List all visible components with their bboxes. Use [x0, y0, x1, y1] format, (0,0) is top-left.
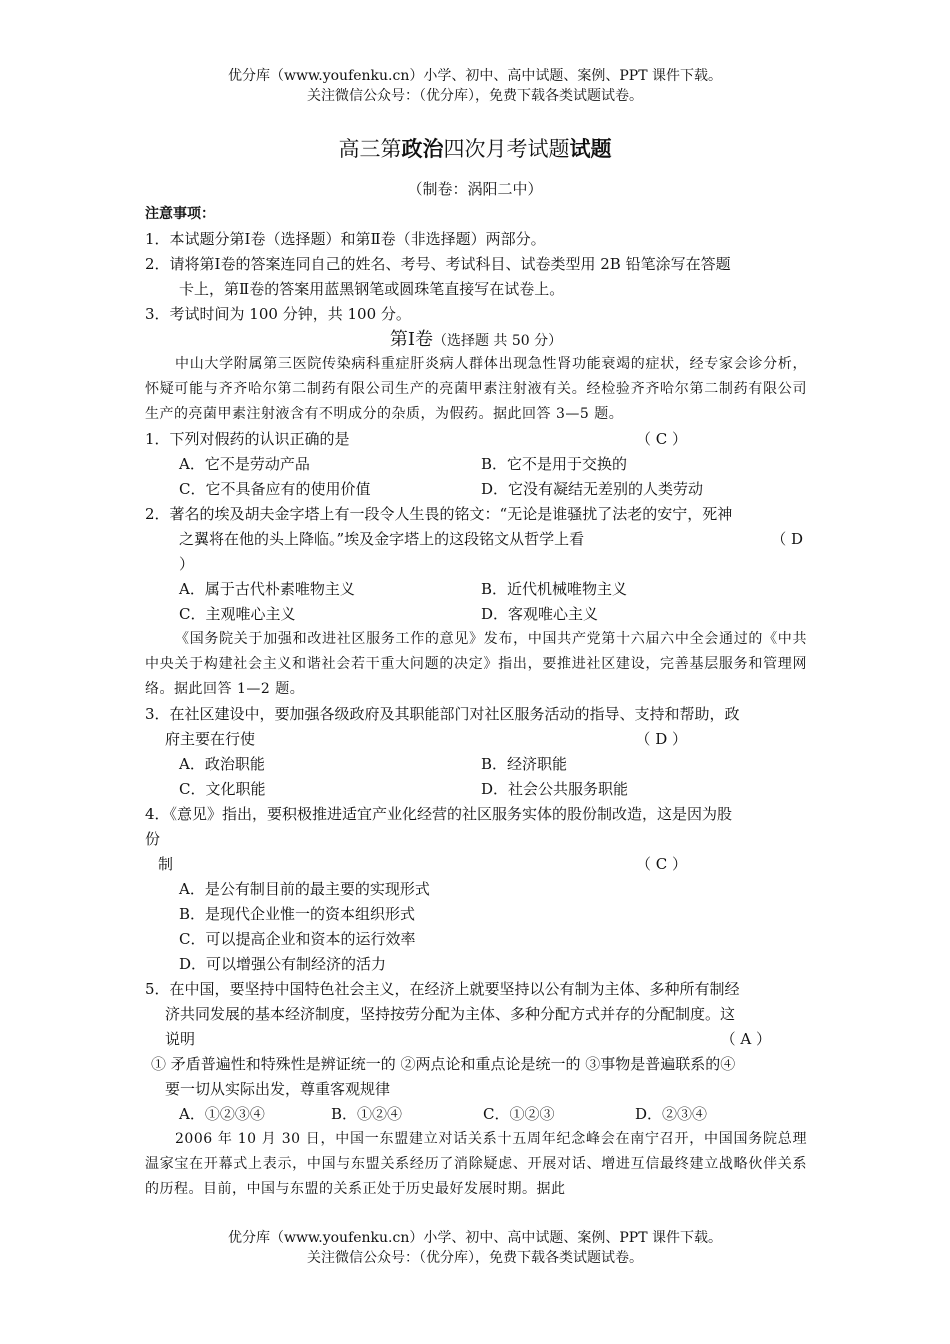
q4-option-c: C．可以提高企业和资本的运行效率: [179, 930, 416, 948]
q1-option-b: B．它不是用于交换的: [481, 455, 628, 473]
question-4-stem-2: 份: [145, 830, 161, 848]
q3-option-c: C．文化职能: [179, 780, 266, 798]
passage-1: 中山大学附属第三医院传染病科重症肝炎病人群体出现急性肾功能衰竭的症状，经专家会诊分析，怀疑可能与齐齐哈尔第二制药有限公司生产的亮菌甲素注射液有关。经检验齐齐哈尔第二制药有限公司生产的亮菌甲素注射液含有不明成分的杂质，为假药。据此回答 3—5 题。: [145, 356, 807, 422]
title-part-2: 政治: [401, 136, 444, 161]
notice-item-2a: 2．请将第Ⅰ卷的答案连同自己的姓名、考号、考试科目、试卷类型用 2B 铅笔涂写在答题: [145, 255, 731, 273]
question-5-stem-1: 5．在中国，要坚持中国特色社会主义，在经济上就要坚持以公有制为主体、多种所有制经: [145, 980, 740, 998]
passage-2: 《国务院关于加强和改进社区服务工作的意见》发布，中国共产党第十六届六中全会通过的《中共中央关于构建社会主义和谐社会若干重大问题的决定》指出，要推进社区建设，完善基层服务和管理网络。据此回答 1—2 题。: [145, 631, 807, 697]
q2-option-c: C．主观唯心主义: [179, 605, 296, 623]
question-4-stem-3: [145, 852, 807, 877]
header-line-2: 关注微信公众号：（优分库），免费下载各类试题试卷。: [307, 88, 643, 104]
question-2-stem-2: [145, 527, 807, 552]
q1-option-d: D．它没有凝结无差别的人类劳动: [481, 480, 704, 498]
q4-option-b: B．是现代企业惟一的资本组织形式: [179, 905, 416, 923]
header-line-1: 优分库（www.youfenku.cn）小学、初中、高中试题、案例、PPT 课件下载。: [227, 68, 722, 84]
footer-line-2: 关注微信公众号：（优分库），免费下载各类试题试卷。: [307, 1250, 643, 1266]
question-2-stem-1: 2．著名的埃及胡夫金字塔上有一段令人生畏的铭文：“无论是谁骚扰了法老的安宁，死神: [145, 505, 733, 523]
page-footer: [0, 1228, 950, 1268]
q3-option-a: A．政治职能: [179, 755, 265, 773]
q5-items-2: 要一切从实际出发，尊重客观规律: [165, 1080, 391, 1098]
q3-answer: （ D ）: [635, 730, 687, 748]
question-4-stem-1: 4．《意见》指出，要积极推进适宜产业化经营的社区服务实体的股份制改造，这是因为股: [145, 805, 733, 823]
q3-options-row-2: [145, 777, 807, 802]
question-3-stem-2: [145, 727, 807, 752]
q3-option-d: D．社会公共服务职能: [481, 780, 629, 798]
q3-stem-text: 府主要在行使: [165, 730, 256, 748]
q2-options-row-1: [145, 577, 807, 602]
q1-options-row-1: [145, 452, 807, 477]
q5-option-a: A．①②③④: [179, 1105, 265, 1123]
title-part-3: 四次月考试题: [443, 137, 570, 161]
q4-option-d: D．可以增强公有制经济的活力: [179, 955, 387, 973]
question-5-stem-2: 济共同发展的基本经济制度，坚持按劳分配为主体、多种分配方式并存的分配制度。这: [165, 1005, 736, 1023]
q5-answer: （ A ）: [720, 1030, 771, 1048]
q2-option-b: B．近代机械唯物主义: [481, 580, 628, 598]
q3-options-row-1: [145, 752, 807, 777]
question-3-stem-1: 3．在社区建设中，要加强各级政府及其职能部门对社区服务活动的指导、支持和帮助，政: [145, 705, 740, 723]
q2-option-d: D．客观唯心主义: [481, 605, 599, 623]
q2-answer-open: （ D: [771, 530, 803, 548]
q1-stem-text: 1．下列对假药的认识正确的是: [145, 430, 350, 448]
q5-items-1: ① 矛盾普遍性和特殊性是辨证统一的 ②两点论和重点论是统一的 ③事物是普遍联系的④: [151, 1055, 736, 1073]
q4-option-a: A．是公有制目前的最主要的实现形式: [179, 880, 430, 898]
q2-stem-text: 之翼将在他的头上降临。”埃及金字塔上的这段铭文从哲学上看: [179, 530, 585, 548]
q2-option-a: A．属于古代朴素唯物主义: [179, 580, 355, 598]
question-5-stem-3: [145, 1027, 807, 1052]
q1-option-c: C．它不具备应有的使用价值: [179, 480, 371, 498]
q2-answer-close: ）: [179, 555, 195, 573]
exam-body: [145, 202, 807, 1202]
q1-options-row-2: [145, 477, 807, 502]
q1-option-a: A．它不是劳动产品: [179, 455, 310, 473]
q4-stem-text: 制: [158, 855, 174, 873]
notice-heading: 注意事项：: [145, 206, 215, 222]
notice-item-1: 1．本试题分第Ⅰ卷（选择题）和第Ⅱ卷（非选择题）两部分。: [145, 230, 546, 248]
question-1-stem: [145, 427, 807, 452]
q5-stem-text: 说明: [165, 1030, 196, 1048]
q2-options-row-2: [145, 602, 807, 627]
q3-option-b: B．经济职能: [481, 755, 568, 773]
notice-item-3: 3．考试时间为 100 分钟，共 100 分。: [145, 305, 411, 323]
section-sub: （选择题 共 50 分）: [432, 333, 563, 349]
q4-answer: （ C ）: [635, 855, 687, 873]
q1-answer: （ C ）: [635, 430, 687, 448]
section-main: 第Ⅰ卷: [389, 329, 433, 350]
footer-line-1: 优分库（www.youfenku.cn）小学、初中、高中试题、案例、PPT 课件下载。: [227, 1230, 722, 1246]
q5-options-row: [145, 1102, 807, 1127]
exam-title: [0, 134, 950, 164]
passage-3: 2006 年 10 月 30 日，中国一东盟建立对话关系十五周年纪念峰会在南宁召开，中国国务院总理温家宝在开幕式上表示，中国与东盟关系经历了消除疑虑、开展对话、增进互信最终建立战略伙伴关系的历程。目前，中国与东盟的关系正处于历史最好发展时期。据此: [145, 1131, 807, 1197]
title-part-4: 试题: [569, 136, 612, 161]
q5-option-b: B．①②④: [331, 1105, 403, 1123]
page-header: [0, 66, 950, 106]
title-part-1: 高三第: [338, 137, 402, 161]
section-heading: [145, 327, 807, 352]
exam-subtitle: （制卷：涡阳二中）: [407, 180, 543, 198]
q5-option-d: D．②③④: [635, 1105, 708, 1123]
notice-item-2b: 卡上，第Ⅱ卷的答案用蓝黑钢笔或圆珠笔直接写在试卷上。: [179, 280, 565, 298]
q5-option-c: C．①②③: [483, 1105, 555, 1123]
